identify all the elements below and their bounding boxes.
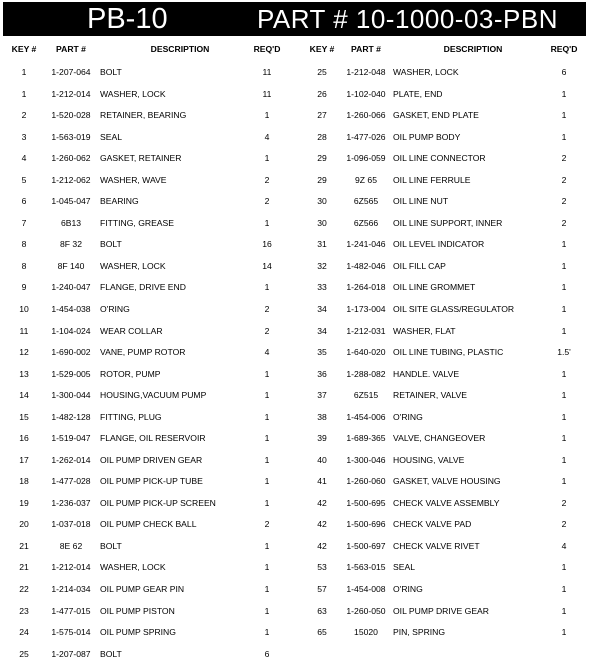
description-cell: OIL LINE SUPPORT, INNER	[393, 217, 503, 228]
quantity-cell: 1	[264, 562, 270, 573]
key-cell: 42	[317, 519, 327, 530]
description-cell: WASHER, LOCK	[100, 260, 166, 271]
key-cell: 39	[317, 433, 327, 444]
quantity-cell: 11	[262, 67, 272, 77]
description-cell: GASKET, RETAINER	[100, 153, 182, 164]
key-cell: 15	[19, 411, 29, 422]
quantity-cell: 4	[264, 131, 270, 142]
key-cell: 2	[21, 110, 27, 121]
key-cell: 25	[317, 67, 327, 77]
part-number-cell: 9Z 65	[355, 174, 377, 185]
description-cell: OIL SITE GLASS/REGULATOR	[393, 303, 515, 314]
quantity-cell: 1	[264, 110, 270, 121]
part-number-cell: 1-214-034	[51, 584, 91, 594]
description-cell: GASKET, VALVE HOUSING	[393, 476, 501, 487]
part-number-cell: 1-454-008	[346, 584, 386, 594]
part-number-cell: 1-260-050	[346, 605, 386, 616]
quantity-cell: 2	[264, 519, 270, 530]
description-cell: WASHER, LOCK	[100, 88, 166, 99]
quantity-cell: 2	[264, 196, 270, 207]
key-cell: 11	[19, 325, 29, 336]
key-cell: 32	[317, 260, 327, 271]
quantity-cell: 1	[264, 433, 270, 444]
key-cell: 9	[21, 282, 27, 293]
description-cell: FITTING, PLUG	[100, 411, 162, 422]
key-cell: 38	[317, 411, 327, 422]
description-cell: PLATE, END	[393, 88, 443, 99]
description-cell: CHECK VALVE PAD	[393, 519, 472, 530]
description-cell: OIL PUMP BODY	[393, 131, 461, 142]
title-banner	[3, 2, 586, 36]
key-cell: 8	[21, 239, 27, 250]
quantity-cell: 1	[264, 153, 270, 164]
key-cell: 10	[19, 303, 29, 314]
key-cell: 30	[317, 217, 327, 228]
quantity-cell: 4	[264, 347, 270, 357]
description-cell: OIL PUMP PICK-UP TUBE	[100, 476, 203, 487]
key-cell: 31	[317, 239, 327, 250]
quantity-cell: 2	[561, 153, 567, 164]
part-number-cell: 1-264-018	[346, 282, 386, 293]
key-cell: 14	[19, 390, 29, 401]
description-cell: FLANGE, DRIVE END	[100, 282, 186, 293]
part-number-cell: 1-207-064	[51, 67, 91, 77]
key-cell: 16	[19, 433, 29, 444]
quantity-cell: 2	[264, 303, 270, 314]
description-column-header: DESCRIPTION	[150, 44, 210, 54]
part-column-header: PART #	[351, 44, 381, 54]
description-cell: BOLT	[100, 648, 122, 659]
quantity-cell: 2	[264, 174, 270, 185]
description-cell: OIL LINE GROMMET	[393, 282, 476, 293]
description-cell: HOUSING, VALVE	[393, 454, 465, 465]
part-number-cell: 1-212-014	[51, 88, 91, 99]
key-cell: 25	[19, 648, 29, 659]
quantity-cell: 1	[264, 497, 270, 508]
quantity-cell: 1	[264, 368, 270, 379]
key-cell: 17	[19, 454, 29, 465]
part-number-cell: 1-212-062	[51, 174, 91, 185]
part-number-cell: 1-212-031	[346, 325, 386, 336]
quantity-cell: 1	[264, 584, 270, 594]
quantity-cell: 1	[561, 562, 567, 573]
quantity-cell: 1	[264, 454, 270, 465]
key-cell: 8	[21, 260, 27, 271]
key-cell: 63	[317, 605, 327, 616]
part-number-cell: 1-236-037	[51, 497, 91, 508]
quantity-cell: 1	[264, 217, 270, 228]
key-cell: 57	[317, 584, 327, 594]
key-cell: 21	[19, 562, 29, 573]
part-number-cell: 15020	[354, 627, 378, 637]
description-cell: OIL PUMP PICK-UP SCREEN	[100, 497, 216, 508]
key-cell: 6	[21, 196, 27, 207]
quantity-cell: 1	[561, 239, 567, 250]
part-number-cell: 1-690-002	[51, 347, 91, 357]
key-cell: 53	[317, 562, 327, 573]
key-cell: 4	[21, 153, 27, 164]
quantity-cell: 1	[561, 476, 567, 487]
part-number-cell: 1-477-028	[51, 476, 91, 487]
key-cell: 35	[317, 347, 327, 357]
key-cell: 34	[317, 325, 327, 336]
description-cell: RETAINER, VALVE	[393, 390, 468, 401]
key-cell: 12	[19, 347, 29, 357]
quantity-cell: 2	[561, 196, 567, 207]
part-number-cell: 1-482-046	[346, 260, 386, 271]
part-number-cell: 1-640-020	[346, 347, 386, 357]
part-number-cell: 1-173-004	[346, 303, 386, 314]
quantity-cell: 16	[262, 239, 272, 250]
part-number-cell: 8F 140	[57, 260, 85, 271]
part-number-cell: 1-689-365	[346, 433, 386, 444]
description-cell: OIL PUMP DRIVEN GEAR	[100, 454, 203, 465]
description-cell: ROTOR, PUMP	[100, 368, 161, 379]
description-cell: SEAL	[100, 131, 122, 142]
reqd-column-header: REQ'D	[253, 44, 281, 54]
description-cell: VANE, PUMP ROTOR	[100, 347, 186, 357]
description-cell: GASKET, END PLATE	[393, 110, 479, 121]
description-cell: WASHER, LOCK	[393, 67, 459, 77]
part-number-title: PART # 10-1000-03-PBN	[257, 4, 558, 34]
part-number-cell: 1-563-019	[51, 131, 91, 142]
part-column-header: PART #	[56, 44, 86, 54]
quantity-cell: 2	[561, 174, 567, 185]
description-cell: CHECK VALVE ASSEMBLY	[393, 497, 500, 508]
part-number-cell: 1-240-047	[51, 282, 91, 293]
part-number-cell: 1-212-048	[346, 67, 386, 77]
quantity-cell: 14	[262, 260, 272, 271]
key-cell: 5	[21, 174, 27, 185]
description-cell: OIL LINE TUBING, PLASTIC	[393, 347, 504, 357]
part-number-cell: 1-477-015	[51, 605, 91, 616]
key-cell: 26	[317, 88, 327, 99]
description-cell: FITTING, GREASE	[100, 217, 175, 228]
part-number-cell: 1-260-066	[346, 110, 386, 121]
description-cell: OIL PUMP DRIVE GEAR	[393, 605, 489, 616]
quantity-cell: 1	[561, 131, 567, 142]
quantity-cell: 1	[264, 282, 270, 293]
quantity-cell: 4	[561, 540, 567, 551]
description-cell: OIL LINE CONNECTOR	[393, 153, 486, 164]
part-number-cell: 6Z565	[353, 196, 379, 207]
quantity-cell: 11	[262, 88, 272, 99]
key-cell: 19	[19, 497, 29, 508]
description-cell: BOLT	[100, 67, 122, 77]
part-number-cell: 1-500-697	[346, 540, 386, 551]
part-number-cell: 1-482-128	[51, 411, 91, 422]
key-cell: 23	[19, 605, 29, 616]
key-cell: 21	[19, 540, 29, 551]
key-cell: 41	[317, 476, 327, 487]
quantity-cell: 1	[264, 390, 270, 401]
part-number-cell: 1-520-028	[51, 110, 91, 121]
key-column-header: KEY #	[11, 44, 37, 54]
quantity-cell: 1	[264, 476, 270, 487]
description-cell: WEAR COLLAR	[100, 325, 163, 336]
part-number-cell: 1-300-046	[346, 454, 386, 465]
description-cell: OIL PUMP GEAR PIN	[100, 584, 185, 594]
part-number-cell: 1-096-059	[346, 153, 386, 164]
part-number-cell: 6Z515	[353, 390, 379, 401]
key-cell: 42	[317, 540, 327, 551]
part-number-cell: 6Z566	[353, 217, 379, 228]
quantity-cell: 1	[264, 540, 270, 551]
key-column-header: KEY #	[309, 44, 335, 54]
description-cell: PIN, SPRING	[393, 627, 446, 637]
quantity-cell: 1	[561, 605, 567, 616]
part-number-cell: 1-104-024	[51, 325, 91, 336]
key-cell: 27	[317, 110, 327, 121]
part-number-cell: 1-575-014	[51, 627, 91, 637]
key-cell: 65	[317, 627, 327, 637]
key-cell: 3	[21, 131, 27, 142]
part-number-cell: 1-519-047	[51, 433, 91, 444]
description-cell: VALVE, CHANGEOVER	[393, 433, 486, 444]
key-cell: 1	[21, 88, 27, 99]
quantity-cell: 1	[264, 627, 270, 637]
part-number-cell: 8F 32	[60, 239, 82, 250]
quantity-cell: 1	[561, 584, 567, 594]
part-number-cell: 1-207-087	[51, 648, 91, 659]
key-cell: 7	[21, 217, 27, 228]
description-cell: OIL LEVEL INDICATOR	[393, 239, 485, 250]
description-cell: WASHER, FLAT	[393, 325, 456, 336]
description-cell: BEARING	[100, 196, 139, 207]
description-cell: OIL PUMP PISTON	[100, 605, 175, 616]
description-cell: O'RING	[393, 584, 423, 594]
key-cell: 1	[21, 67, 27, 77]
key-cell: 34	[317, 303, 327, 314]
quantity-cell: 2	[561, 519, 567, 530]
key-cell: 30	[317, 196, 327, 207]
quantity-cell: 1	[561, 88, 567, 99]
description-cell: WASHER, WAVE	[100, 174, 167, 185]
description-cell: OIL PUMP CHECK BALL	[100, 519, 197, 530]
description-column-header: DESCRIPTION	[443, 44, 503, 54]
quantity-cell: 6	[561, 67, 567, 77]
key-cell: 29	[317, 153, 327, 164]
quantity-cell: 1	[561, 260, 567, 271]
part-number-cell: 6B13	[60, 217, 82, 228]
key-cell: 29	[317, 174, 327, 185]
part-number-cell: 1-454-038	[51, 303, 91, 314]
description-cell: OIL FILL CAP	[393, 260, 446, 271]
quantity-cell: 1	[561, 303, 567, 314]
key-cell: 42	[317, 497, 327, 508]
description-cell: RETAINER, BEARING	[100, 110, 187, 121]
part-number-cell: 1-102-040	[346, 88, 386, 99]
key-cell: 28	[317, 131, 327, 142]
description-cell: HANDLE. VALVE	[393, 368, 460, 379]
key-cell: 18	[19, 476, 29, 487]
part-number-cell: 1-212-014	[51, 562, 91, 573]
quantity-cell: 1	[561, 368, 567, 379]
part-number-cell: 1-037-018	[51, 519, 91, 530]
description-cell: OIL LINE FERRULE	[393, 174, 471, 185]
quantity-cell: 2	[264, 325, 270, 336]
quantity-cell: 1	[264, 411, 270, 422]
description-cell: BOLT	[100, 540, 122, 551]
part-number-cell: 1-288-082	[346, 368, 386, 379]
quantity-cell: 1.5'	[557, 347, 571, 357]
description-cell: WASHER, LOCK	[100, 562, 166, 573]
quantity-cell: 1	[264, 605, 270, 616]
quantity-cell: 1	[561, 433, 567, 444]
quantity-cell: 1	[561, 282, 567, 293]
quantity-cell: 1	[561, 454, 567, 465]
quantity-cell: 1	[561, 627, 567, 637]
description-cell: FLANGE, OIL RESERVOIR	[100, 433, 206, 444]
part-number-cell: 1-477-026	[346, 131, 386, 142]
description-cell: OIL PUMP SPRING	[100, 627, 176, 637]
quantity-cell: 2	[561, 217, 567, 228]
part-number-cell: 1-300-044	[51, 390, 91, 401]
key-cell: 33	[317, 282, 327, 293]
part-number-cell: 1-454-006	[346, 411, 386, 422]
key-cell: 13	[19, 368, 29, 379]
part-number-cell: 1-500-695	[346, 497, 386, 508]
part-number-cell: 1-500-696	[346, 519, 386, 530]
key-cell: 20	[19, 519, 29, 530]
part-number-cell: 1-260-062	[51, 153, 91, 164]
quantity-cell: 2	[561, 497, 567, 508]
description-cell: HOUSING,VACUUM PUMP	[100, 390, 207, 401]
part-number-cell: 8E 62	[59, 540, 83, 551]
quantity-cell: 1	[561, 390, 567, 401]
description-cell: O'RING	[100, 303, 130, 314]
description-cell: O'RING	[393, 411, 423, 422]
key-cell: 22	[19, 584, 29, 594]
key-cell: 24	[19, 627, 29, 637]
model-title: PB-10	[87, 3, 168, 35]
description-cell: OIL LINE NUT	[393, 196, 449, 207]
part-number-cell: 1-241-046	[346, 239, 386, 250]
quantity-cell: 1	[561, 325, 567, 336]
description-cell: SEAL	[393, 562, 415, 573]
reqd-column-header: REQ'D	[550, 44, 578, 54]
part-number-cell: 1-563-015	[346, 562, 386, 573]
description-cell: CHECK VALVE RIVET	[393, 540, 480, 551]
part-number-cell: 1-529-005	[51, 368, 91, 379]
quantity-cell: 6	[264, 648, 270, 659]
quantity-cell: 1	[561, 110, 567, 121]
key-cell: 36	[317, 368, 327, 379]
key-cell: 40	[317, 454, 327, 465]
part-number-cell: 1-262-014	[51, 454, 91, 465]
quantity-cell: 1	[561, 411, 567, 422]
part-number-cell: 1-260-060	[346, 476, 386, 487]
key-cell: 37	[317, 390, 327, 401]
description-cell: BOLT	[100, 239, 122, 250]
part-number-cell: 1-045-047	[51, 196, 91, 207]
